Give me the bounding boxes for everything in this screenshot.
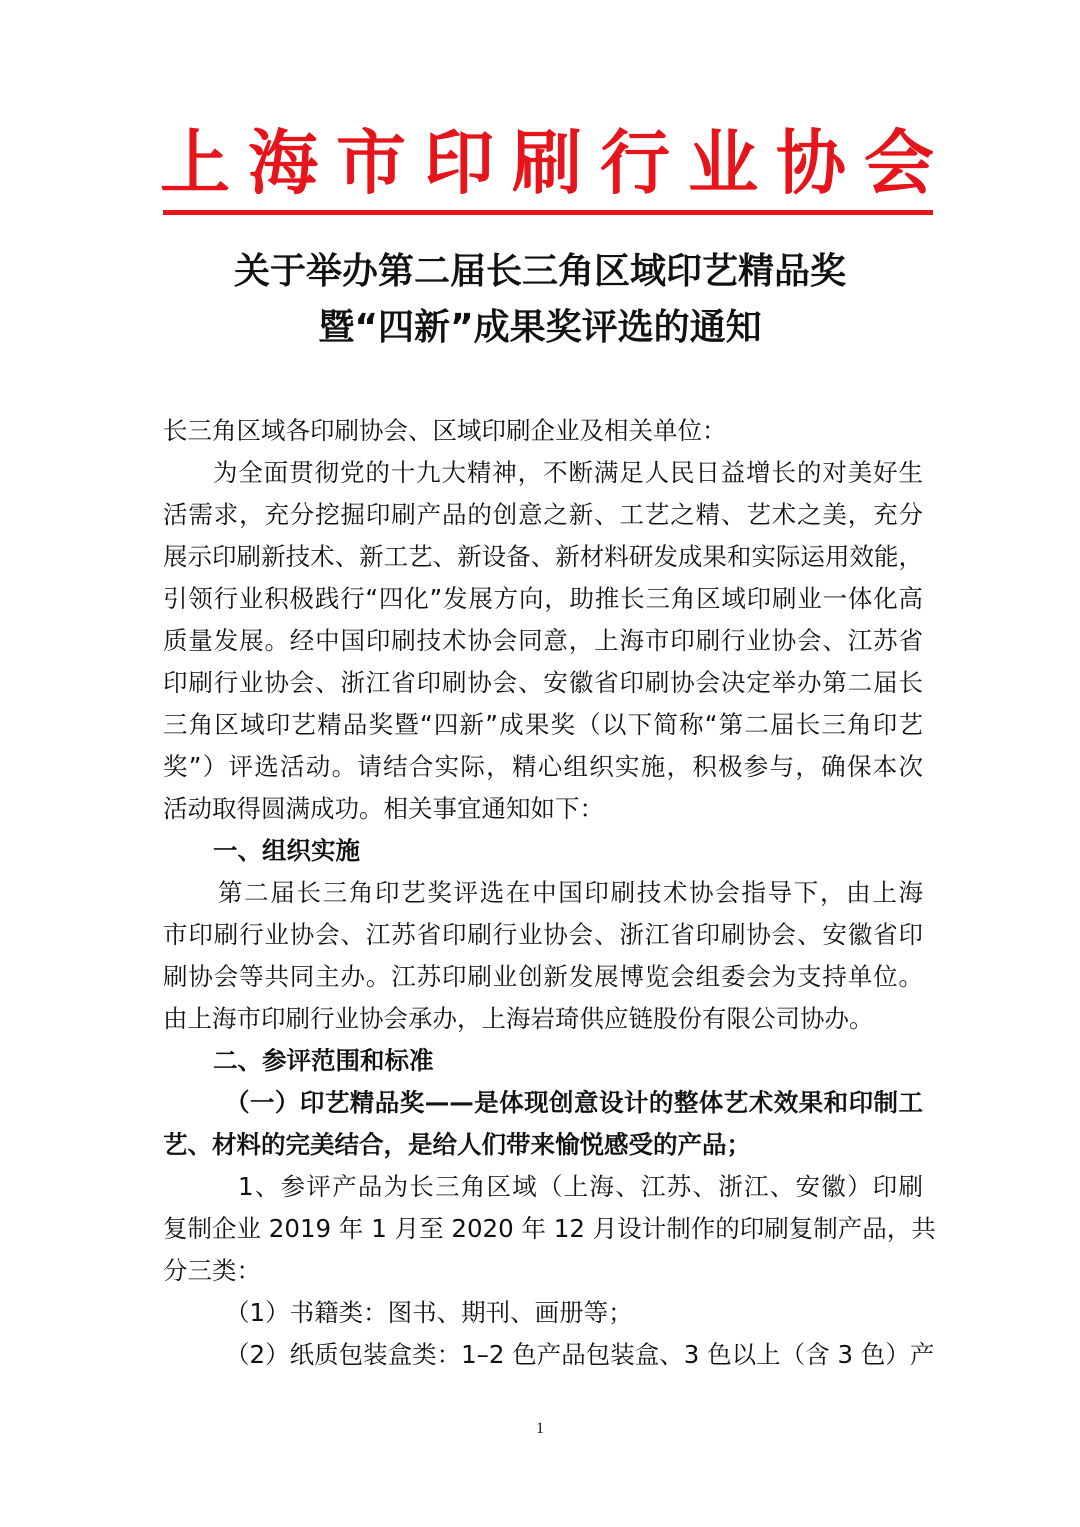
category-line: （1）书籍类：图书、期刊、画册等； — [225, 1298, 633, 1327]
section-1-line: 由上海市印刷行业协会承办，上海岩琦供应链股份有限公司协办。 — [163, 1004, 874, 1033]
section-1-line: 刷协会等共同主办。江苏印刷业创新发展博览会组委会为支持单位。 — [163, 962, 923, 991]
section-1-line: 第二届长三角印艺奖评选在中国印刷技术协会指导下，由上海 — [218, 878, 923, 907]
intro-line: 质量发展。经中国印刷技术协会同意，上海市印刷行业协会、江苏省 — [163, 626, 923, 655]
intro-line: 活需求，充分挖掘印刷产品的创意之新、工艺之精、艺术之美，充分 — [163, 500, 923, 529]
intro-line: 印刷行业协会、浙江省印刷协会、安徽省印刷协会决定举办第二届长 — [163, 668, 923, 697]
section-2-heading: 二、参评范围和标准 — [213, 1046, 434, 1075]
intro-line: 引领行业积极践行“四化”发展方向，助推长三角区域印刷业一体化高 — [163, 584, 923, 613]
intro-line: 为全面贯彻党的十九大精神，不断满足人民日益增长的对美好生 — [213, 458, 923, 487]
intro-line: 奖”）评选活动。请结合实际，精心组织实施，积极参与，确保本次 — [163, 752, 923, 781]
intro-line: 活动取得圆满成功。相关事宜通知如下： — [163, 794, 604, 823]
page-number: 1 — [536, 1420, 544, 1437]
intro-line: 三角区域印艺精品奖暨“四新”成果奖（以下简称“第二届长三角印艺 — [163, 710, 923, 739]
letterhead-red-rule — [163, 210, 933, 215]
section-1-line: 市印刷行业协会、江苏省印刷行业协会、浙江省印刷协会、安徽省印 — [163, 920, 923, 949]
intro-line: 展示印刷新技术、新工艺、新设备、新材料研发成果和实际运用效能， — [163, 542, 923, 571]
subsection-1-line: 艺、材料的完美结合，是给人们带来愉悦感受的产品； — [163, 1130, 751, 1159]
salutation: 长三角区域各印刷协会、区域印刷企业及相关单位： — [163, 416, 727, 445]
section-1-heading: 一、组织实施 — [213, 836, 360, 865]
organization-letterhead: 上海市印刷行业协会 — [160, 122, 952, 204]
item-1-line: 1、参评产品为长三角区域（上海、江苏、浙江、安徽）印刷 — [238, 1172, 923, 1201]
category-line: （2）纸质包装盒类：1–2 色产品包装盒、3 色以上（含 3 色）产 — [225, 1340, 935, 1369]
item-1-line: 复制企业 2019 年 1 月至 2020 年 12 月设计制作的印刷复制产品，共 — [163, 1214, 936, 1243]
document-title-line-1: 关于举办第二届长三角区域印艺精品奖 — [233, 251, 846, 292]
document-body — [163, 410, 936, 1376]
item-1-line: 分三类： — [163, 1256, 261, 1285]
document-title-line-2: 暨“四新”成果奖评选的通知 — [318, 307, 762, 348]
subsection-1-line: （一）印艺精品奖——是体现创意设计的整体艺术效果和印制工 — [225, 1088, 923, 1117]
